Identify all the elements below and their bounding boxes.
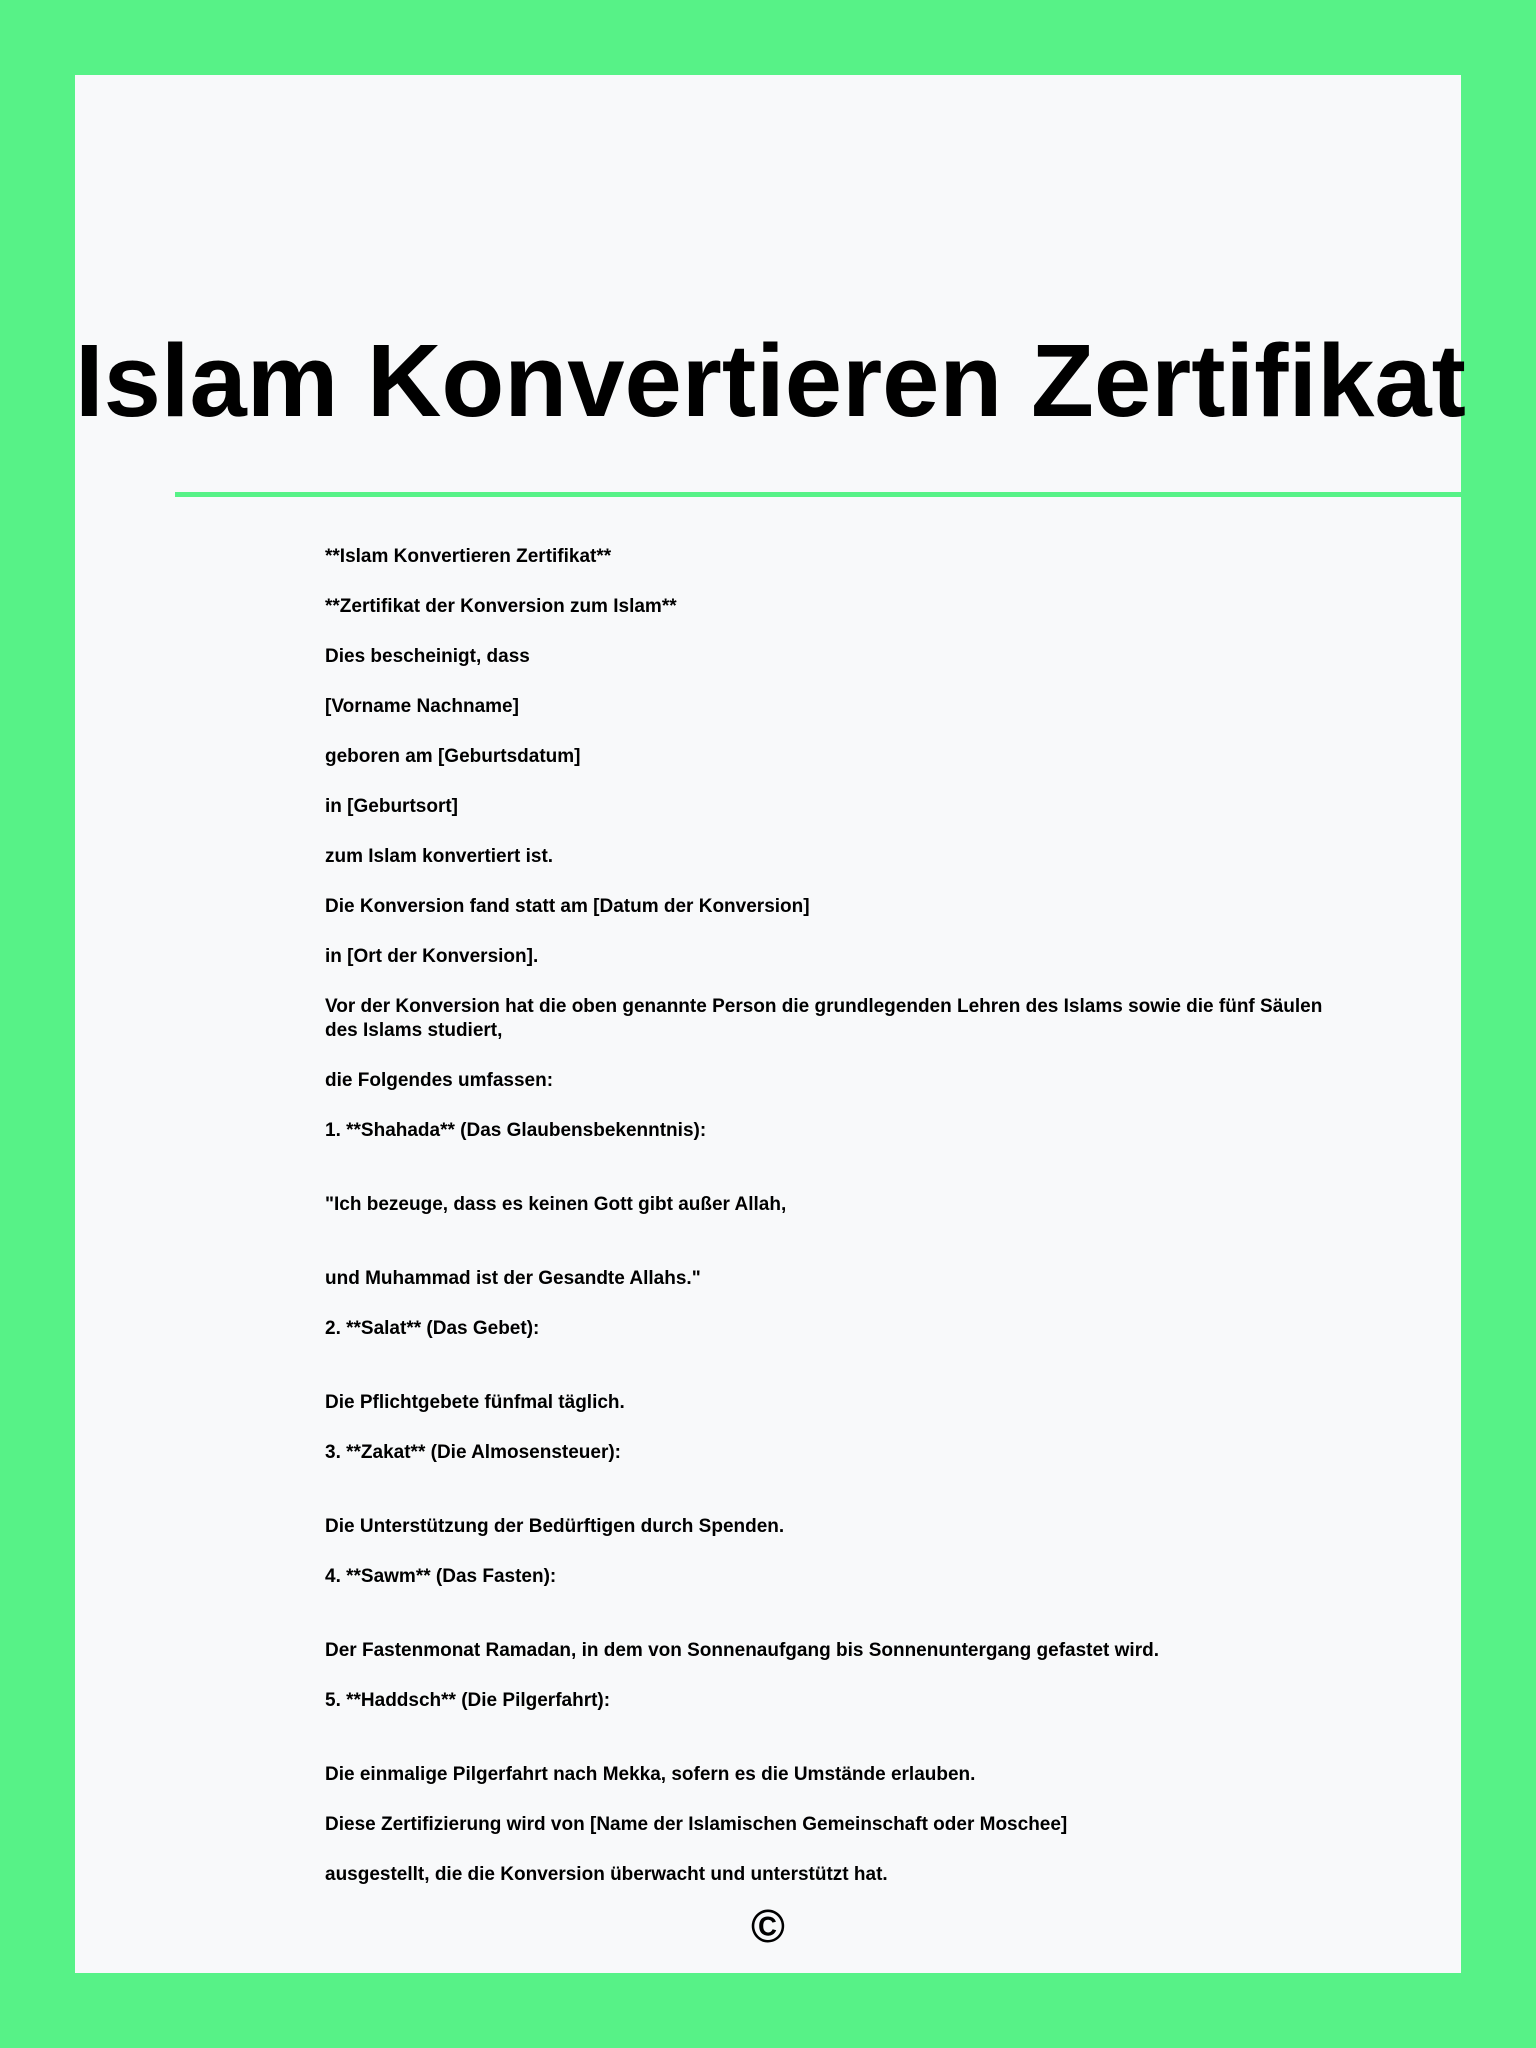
body-paragraph: Die Pflichtgebete fünfmal täglich. [325, 1392, 625, 1413]
body-paragraph: zum Islam konvertiert ist. [325, 846, 554, 867]
body-paragraph: Diese Zertifizierung wird von [Name der Islamischen Gemeinschaft oder Moschee] [325, 1814, 1068, 1835]
body-paragraph: geboren am [Geburtsdatum] [325, 746, 581, 767]
body-paragraph: die Folgendes umfassen: [325, 1070, 554, 1091]
body-paragraph: 2. **Salat** (Das Gebet): [325, 1318, 540, 1339]
body-paragraph: [Vorname Nachname] [325, 696, 519, 717]
body-paragraph: **Islam Konvertieren Zertifikat** [325, 546, 612, 567]
body-paragraph: Dies bescheinigt, dass [325, 646, 530, 667]
body-paragraph: Die einmalige Pilgerfahrt nach Mekka, sofern es die Umstände erlauben. [325, 1764, 976, 1785]
body-paragraph: in [Geburtsort] [325, 796, 458, 817]
body-paragraph: Vor der Konversion hat die oben genannte Person die grundlegenden Lehren des Islams sowie die fünf Säulen des Islams studiert, [325, 996, 1323, 1041]
body-paragraph: Die Unterstützung der Bedürftigen durch Spenden. [325, 1516, 785, 1537]
body-paragraph: ausgestellt, die die Konversion überwacht und unterstützt hat. [325, 1864, 888, 1885]
title-divider [175, 492, 1512, 497]
certificate-page [75, 75, 1466, 1973]
body-paragraph: in [Ort der Konversion]. [325, 946, 539, 967]
certificate-body [325, 545, 1325, 1913]
body-paragraph: "Ich bezeuge, dass es keinen Gott gibt außer Allah, [325, 1194, 787, 1215]
body-paragraph: und Muhammad ist der Gesandte Allahs." [325, 1268, 701, 1289]
copyright-symbol: © [751, 1900, 785, 1952]
body-paragraph: 5. **Haddsch** (Die Pilgerfahrt): [325, 1690, 611, 1711]
body-paragraph: 1. **Shahada** (Das Glaubensbekenntnis): [325, 1120, 707, 1141]
body-paragraph: Der Fastenmonat Ramadan, in dem von Sonnenaufgang bis Sonnenuntergang gefastet wird. [325, 1640, 1159, 1661]
body-paragraph: Die Konversion fand statt am [Datum der Konversion] [325, 896, 810, 917]
page-title: Islam Konvertieren Zertifikat [75, 323, 1466, 438]
body-paragraph: **Zertifikat der Konversion zum Islam** [325, 596, 677, 617]
body-paragraph: 4. **Sawm** (Das Fasten): [325, 1566, 557, 1587]
body-paragraph: 3. **Zakat** (Die Almosensteuer): [325, 1442, 622, 1463]
